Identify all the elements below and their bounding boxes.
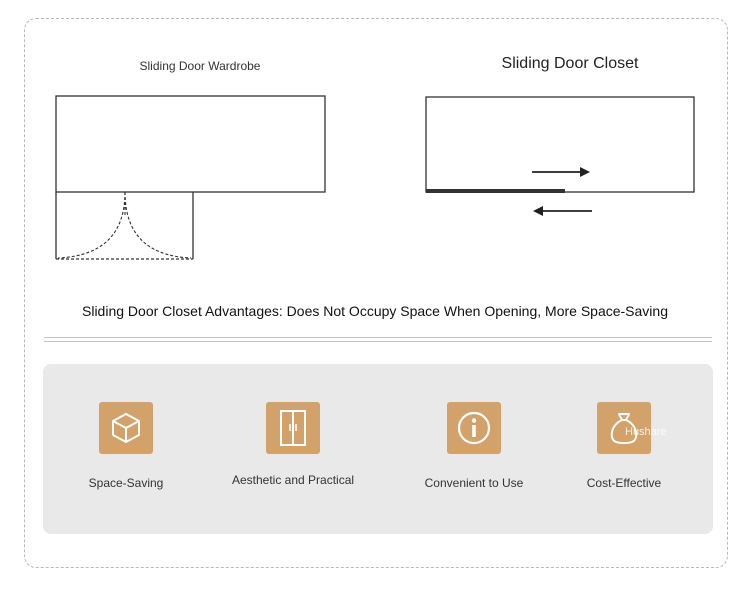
arrow-right-head bbox=[580, 167, 590, 177]
feature-label: Convenient to Use bbox=[424, 476, 524, 490]
closet-body bbox=[426, 97, 694, 192]
watermark-text: Hushare bbox=[625, 426, 667, 438]
sliding-door-closet-diagram bbox=[420, 90, 710, 230]
divider-bottom bbox=[44, 341, 712, 342]
divider-top bbox=[44, 337, 712, 338]
feature-label: Space-Saving bbox=[88, 476, 164, 490]
right-door-swing-arc bbox=[125, 192, 191, 258]
caption-sliding-door-wardrobe: Sliding Door Wardrobe bbox=[139, 59, 261, 73]
arrow-left-head bbox=[533, 206, 543, 216]
wardrobe-icon bbox=[266, 402, 320, 454]
feature-label: Cost-Effective bbox=[586, 476, 662, 490]
features-panel bbox=[43, 364, 713, 534]
left-door-swing-arc bbox=[58, 192, 125, 258]
feature-space-saving bbox=[51, 402, 201, 490]
swing-door-wardrobe-diagram bbox=[50, 90, 340, 270]
info-icon bbox=[447, 402, 501, 454]
feature-label: Aesthetic and Practical bbox=[231, 473, 355, 487]
feature-convenient bbox=[399, 402, 549, 490]
caption-sliding-door-closet: Sliding Door Closet bbox=[501, 55, 639, 72]
feature-cost-effective bbox=[549, 402, 699, 490]
cube-icon bbox=[99, 402, 153, 454]
feature-aesthetic-practical bbox=[218, 402, 368, 487]
advantages-headline: Sliding Door Closet Advantages: Does Not Occupy Space When Opening, More Space-Saving bbox=[82, 303, 668, 319]
wardrobe-body bbox=[56, 96, 325, 192]
